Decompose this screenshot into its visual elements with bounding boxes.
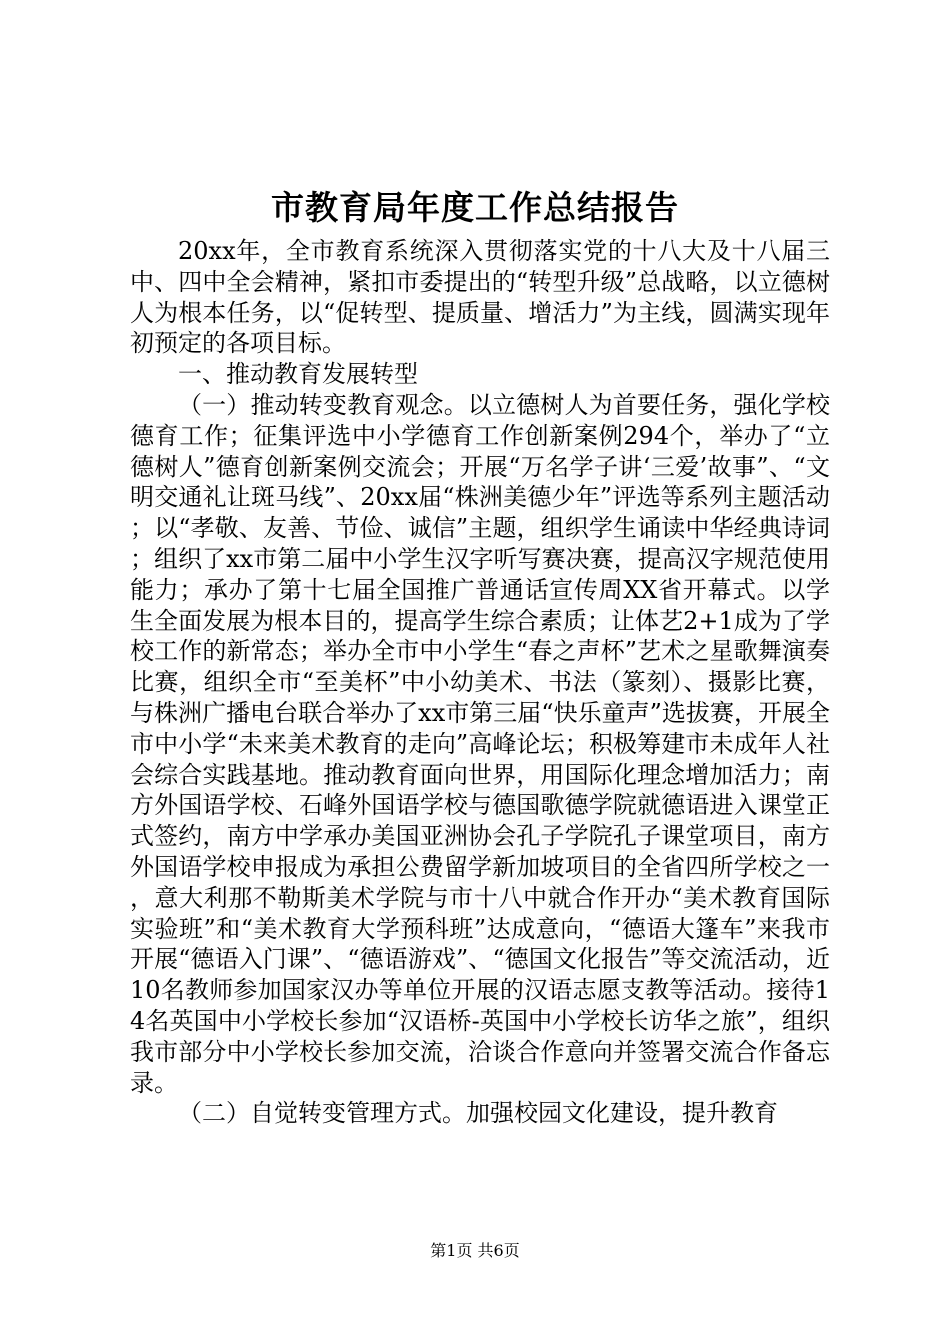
page-footer: 第1页 共6页 (430, 1241, 520, 1260)
page-title: 市教育局年度工作总结报告 (271, 188, 679, 227)
document-body (130, 236, 830, 1129)
subsection-paragraph-1: （一）推动转变教育观念。以立德树人为首要任务，强化学校德育工作；征集评选中小学德育工作创新案例294个，举办了“立德树人”德育创新案例交流会；开展“万名学子讲‘三爱’故事”、“文明交通礼让斑马线”、20xx届“株洲美德少年”评选等系列主题活动；以“孝敬、友善、节俭、诚信”主题，组织学生诵读中华经典诗词；组织了xx市第二届中小学生汉字听写赛决赛，提高汉字规范使用能力；承办了第十七届全国推广普通话宣传周XX省开幕式。以学生全面发展为根本目的，提高学生综合素质；让体艺2+1成为了学校工作的新常态；举办全市中小学生“春之声杯”艺术之星歌舞演奏比赛，组织全市“至美杯”中小幼美术、书法（篆刻）、摄影比赛，与株洲广播电台联合举办了xx市第三届“快乐童声”选拔赛，开展全市中小学“未来美术教育的走向”高峰论坛；积极筹建市未成年人社会综合实践基地。推动教育面向世界，用国际化理念增加活力；南方外国语学校、石峰外国语学校与德国歌德学院就德语进入课堂正式签约，南方中学承办美国亚洲协会孔子学院孔子课堂项目，南方外国语学校申报成为承担公费留学新加坡项目的全省四所学校之一，意大利那不勒斯美术学院与市十八中就合作开办“美术教育国际实验班”和“美术教育大学预科班”达成意向，“德语大篷车”来我市开展“德语入门课”、“德语游戏”、“德国文化报告”等交流活动，近10名教师参加国家汉办等单位开展的汉语志愿支教等活动。接待14名英国中小学校长参加“汉语桥-英国中小学校长访华之旅”，组织我市部分中小学校长参加交流，洽谈合作意向并签署交流合作备忘录。 (130, 390, 830, 1097)
section-heading: 一、推动教育发展转型 (178, 360, 418, 389)
intro-paragraph: 20xx年，全市教育系统深入贯彻落实党的十八大及十八届三中、四中全会精神，紧扣市委提出的“转型升级”总战略，以立德树人为根本任务，以“促转型、提质量、增活力”为主线，圆满实现年初预定的各项目标。 (130, 237, 830, 358)
subsection-paragraph-2: （二）自觉转变管理方式。加强校园文化建设，提升教育 (178, 1099, 778, 1128)
